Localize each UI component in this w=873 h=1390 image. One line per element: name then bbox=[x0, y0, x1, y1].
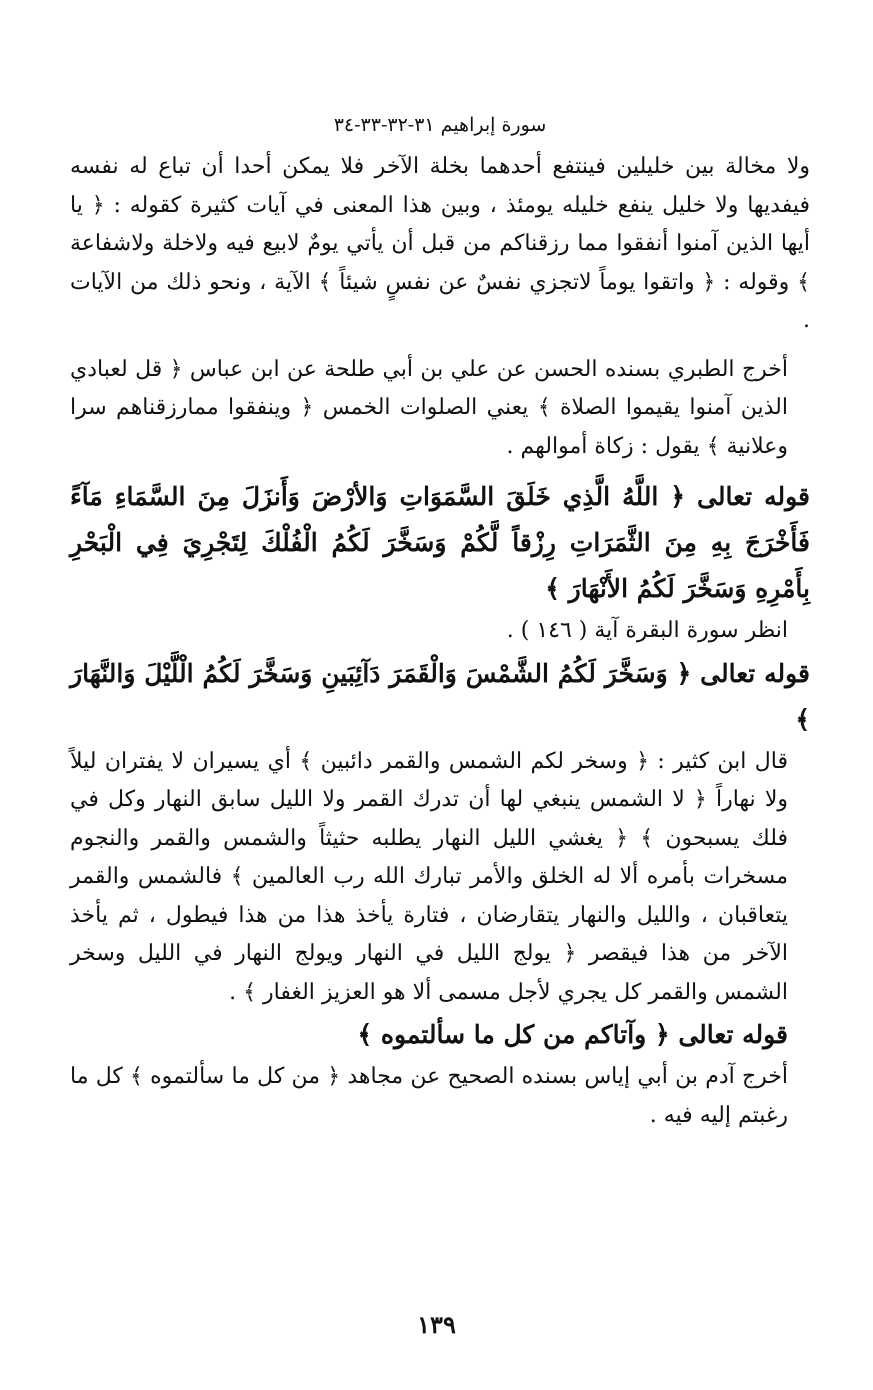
page-body bbox=[70, 148, 810, 1135]
verse-heading-what-you-asked: قوله تعالى ﴿ وآتاكم من كل ما سألتموه ﴾ bbox=[357, 1020, 788, 1049]
paragraph-mujahid: أخرج آدم بن أبي إياس بسنده الصحيح عن مجاهد ﴿ من كل ما سألتموه ﴾ كل ما رغبتم إليه فيه . bbox=[70, 1064, 788, 1128]
page-number: ١٣٩ bbox=[417, 1310, 456, 1339]
verse-heading-heavens: قوله تعالى ﴿ اللَّهُ الَّذِي خَلَقَ السَّمَوَاتِ وَالأرْضَ وَأَنزَلَ مِنَ السَّمَاءِ مَآءً فَأَخْرَجَ بِهِ مِنَ الثَّمَرَاتِ رِزْقاً لَّكُمْ وَسَخَّرَ لَكُمُ الْفُلْكَ لِتَجْرِيَ فِي الْبَحْرِ بِأَمْرِهِ وَسَخَّرَ لَكُمُ الأَنْهَارَ ﴾ bbox=[70, 482, 810, 603]
paragraph-see-baqara: انظر سورة البقرة آية ( ١٤٦ ) . bbox=[506, 618, 788, 643]
surah-title: سورة إبراهيم ٣١-٣٢-٣٣-٣٤ bbox=[333, 114, 547, 136]
paragraph-ibn-kathir: قال ابن كثير : ﴿ وسخر لكم الشمس والقمر دائبين ﴾ أي يسيران لا يفتران ليلاً ولا نهاراً ﴿ لا الشمس ينبغي لها أن تدرك القمر ولا الليل سابق النهار وكل في فلك يسبحون ﴾ ﴿ يغشي الليل النهار يطلبه حثيثاً والشمس والقمر والنجوم مسخرات بأمره ألا له الخلق والأمر تبارك الله رب العالمين ﴾ فالشمس والقمر يتعاقبان ، والليل والنهار يتقارضان ، فتارة يأخذ هذا من هذا فيطول ، ثم يأخذ الآخر من هذا فيقصر ﴿ يولج الليل في النهار ويولج النهار في الليل وسخر الشمس والقمر كل يجري لأجل مسمى ألا هو العزيز الغفار ﴾ . bbox=[70, 748, 788, 1005]
verse-heading-sun-moon: قوله تعالى ﴿ وَسَخَّرَ لَكُمُ الشَّمْسَ وَالْقَمَرَ دَآئِبَينِ وَسَخَّرَ لَكُمُ الْلَّيْلَ وَالنَّهَارَ ﴾ bbox=[70, 658, 810, 734]
paragraph-khulla: ولا مخالة بين خليلين فينتفع أحدهما بخلة الآخر فلا يمكن أحدا أن تباع له نفسه فيفديها ولا خليل ينفع خليله يومئذ ، وبين هذا المعنى في آيات كثيرة كقوله : ﴿ يا أيها الذين آمنوا أنفقوا مما رزقناكم من قبل أن يأتي يومٌ لابيع فيه ولاخلة ولاشفاعة ﴾ وقوله : ﴿ واتقوا يوماً لاتجزي نفسٌ عن نفسٍ شيئاً ﴾ الآية ، ونحو ذلك من الآيات . bbox=[70, 154, 810, 333]
running-header bbox=[70, 110, 810, 144]
paragraph-tabari: أخرج الطبري بسنده الحسن عن علي بن أبي طلحة عن ابن عباس ﴿ قل لعبادي الذين آمنوا يقيموا الصلاة ﴾ يعني الصلوات الخمس ﴿ وينفقوا ممارزقناهم سرا وعلانية ﴾ يقول : زكاة أموالهم . bbox=[70, 356, 788, 459]
